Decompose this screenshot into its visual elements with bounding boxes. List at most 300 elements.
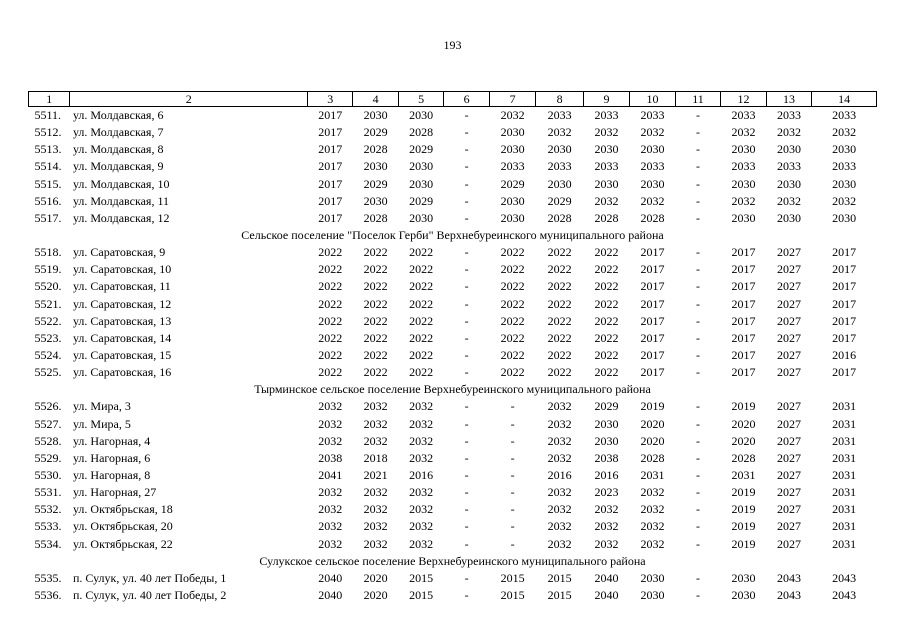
table-row — [29, 536, 877, 553]
section-heading-row — [29, 553, 877, 570]
value-cell: 2020 — [363, 588, 388, 602]
value-cell: 2032 — [409, 519, 434, 534]
value-cell: 2032 — [318, 502, 343, 517]
value-cell: - — [464, 176, 469, 191]
value-cell: - — [510, 399, 515, 414]
value-cell: 2032 — [363, 536, 388, 551]
value-cell: - — [510, 468, 515, 483]
table-row — [29, 433, 877, 450]
value-cell: 2028 — [640, 210, 665, 225]
column-header: 13 — [766, 92, 811, 107]
value-cell: 2032 — [640, 125, 665, 140]
value-cell: 2031 — [640, 468, 665, 483]
address-cell: ул. Нагорная, 8 — [72, 468, 151, 483]
value-cell: 2030 — [640, 142, 665, 157]
value-cell: - — [696, 245, 700, 260]
address-cell: ул. Нагорная, 4 — [72, 433, 151, 448]
value-cell: 2041 — [318, 468, 343, 483]
section-heading: Сулукское сельское поселение Верхнебуреинского муниципального района — [259, 553, 646, 568]
value-cell: 2028 — [594, 210, 619, 225]
value-cell: 2033 — [640, 159, 665, 174]
value-cell: 2032 — [318, 399, 343, 414]
value-cell: 2032 — [731, 125, 756, 140]
value-cell: 2022 — [318, 296, 343, 311]
value-cell: 2032 — [363, 485, 388, 500]
value-cell: - — [696, 125, 700, 140]
value-cell: 2015 — [547, 588, 572, 602]
value-cell: 2043 — [832, 588, 857, 602]
address-cell: ул. Саратовская, 11 — [72, 279, 171, 294]
value-cell: 2032 — [547, 399, 572, 414]
value-cell: 2027 — [776, 536, 801, 551]
value-cell: - — [464, 348, 469, 363]
value-cell: 2032 — [594, 125, 619, 140]
value-cell: 2022 — [318, 262, 343, 277]
value-cell: - — [696, 416, 700, 431]
table-row — [29, 587, 877, 604]
value-cell: 2030 — [500, 125, 525, 140]
value-cell: 2032 — [547, 519, 572, 534]
value-cell: - — [696, 108, 700, 123]
value-cell: - — [696, 279, 700, 294]
table-row — [29, 296, 877, 313]
value-cell: 2017 — [640, 296, 665, 311]
value-cell: - — [696, 468, 700, 483]
value-cell: 2022 — [318, 313, 343, 328]
value-cell: 2022 — [547, 348, 572, 363]
value-cell: 2030 — [776, 210, 801, 225]
value-cell: 2019 — [731, 399, 756, 414]
row-number: 5514. — [34, 159, 62, 174]
value-cell: 2030 — [409, 210, 434, 225]
address-cell: ул. Октябрьская, 18 — [72, 502, 173, 517]
address-cell: ул. Молдавская, 11 — [72, 193, 170, 208]
row-number: 5535. — [34, 570, 62, 585]
value-cell: 2017 — [640, 348, 665, 363]
value-cell: - — [696, 502, 700, 517]
table-row — [29, 364, 877, 381]
value-cell: 2022 — [500, 313, 525, 328]
column-header: 9 — [583, 92, 629, 107]
value-cell: 2033 — [832, 159, 857, 174]
row-number: 5536. — [34, 588, 62, 602]
value-cell: 2029 — [409, 142, 434, 157]
value-cell: 2030 — [363, 159, 388, 174]
value-cell: 2030 — [731, 142, 756, 157]
value-cell: 2028 — [547, 210, 572, 225]
value-cell: 2022 — [594, 262, 619, 277]
value-cell: 2032 — [547, 433, 572, 448]
value-cell: 2027 — [776, 399, 801, 414]
row-number: 5524. — [34, 348, 62, 363]
value-cell: 2043 — [776, 588, 801, 602]
value-cell: 2022 — [547, 296, 572, 311]
value-cell: - — [464, 210, 469, 225]
address-cell: ул. Молдавская, 7 — [72, 125, 164, 140]
value-cell: 2030 — [640, 176, 665, 191]
table-row — [29, 244, 877, 261]
value-cell: 2032 — [363, 502, 388, 517]
value-cell: 2029 — [363, 176, 388, 191]
value-cell: 2030 — [500, 210, 525, 225]
value-cell: 2020 — [731, 416, 756, 431]
value-cell: 2017 — [832, 279, 857, 294]
value-cell: 2022 — [594, 245, 619, 260]
value-cell: 2033 — [547, 159, 572, 174]
value-cell: 2032 — [363, 416, 388, 431]
value-cell: 2019 — [731, 502, 756, 517]
value-cell: 2022 — [409, 348, 434, 363]
value-cell: - — [464, 142, 469, 157]
value-cell: 2022 — [594, 313, 619, 328]
address-cell: ул. Молдавская, 6 — [72, 108, 164, 123]
value-cell: 2020 — [640, 433, 665, 448]
value-cell: 2022 — [409, 262, 434, 277]
section-heading: Тырминское сельское поселение Верхнебуреинского муниципального района — [254, 382, 651, 397]
value-cell: 2022 — [363, 313, 388, 328]
row-number: 5534. — [34, 536, 62, 551]
value-cell: 2030 — [363, 108, 388, 123]
value-cell: - — [464, 570, 469, 585]
value-cell: - — [464, 450, 469, 465]
value-cell: - — [510, 433, 515, 448]
value-cell: - — [510, 519, 515, 534]
column-header: 12 — [721, 92, 766, 107]
value-cell: 2017 — [640, 313, 665, 328]
section-heading-row — [29, 381, 877, 398]
value-cell: 2017 — [731, 365, 756, 380]
row-number: 5533. — [34, 519, 62, 534]
value-cell: 2018 — [363, 450, 388, 465]
value-cell: 2019 — [731, 519, 756, 534]
value-cell: 2030 — [832, 176, 857, 191]
value-cell: 2033 — [500, 159, 525, 174]
value-cell: 2021 — [363, 468, 388, 483]
table-row — [29, 347, 877, 364]
value-cell: 2030 — [363, 193, 388, 208]
value-cell: 2022 — [500, 330, 525, 345]
value-cell: 2030 — [776, 142, 801, 157]
value-cell: 2015 — [500, 588, 525, 602]
value-cell: 2031 — [832, 433, 857, 448]
table-row — [29, 176, 877, 193]
value-cell: 2029 — [547, 193, 572, 208]
value-cell: - — [696, 570, 700, 585]
value-cell: 2027 — [776, 365, 801, 380]
value-cell: 2022 — [409, 296, 434, 311]
value-cell: 2017 — [640, 245, 665, 260]
value-cell: 2032 — [547, 485, 572, 500]
value-cell: 2032 — [318, 485, 343, 500]
value-cell: 2032 — [409, 485, 434, 500]
address-cell: п. Сулук, ул. 40 лет Победы, 2 — [72, 588, 227, 602]
value-cell: 2029 — [594, 399, 619, 414]
table-row — [29, 570, 877, 587]
value-cell: - — [696, 536, 700, 551]
row-number: 5519. — [34, 262, 62, 277]
column-header: 11 — [675, 92, 720, 107]
address-cell: ул. Молдавская, 9 — [72, 159, 164, 174]
row-number: 5523. — [34, 330, 62, 345]
value-cell: - — [464, 588, 469, 602]
value-cell: 2022 — [363, 330, 388, 345]
value-cell: - — [696, 433, 700, 448]
value-cell: - — [696, 588, 700, 602]
column-header: 14 — [812, 92, 877, 107]
value-cell: 2030 — [640, 588, 665, 602]
value-cell: 2022 — [363, 245, 388, 260]
value-cell: 2032 — [318, 519, 343, 534]
value-cell: 2032 — [409, 433, 434, 448]
value-cell: 2017 — [640, 279, 665, 294]
value-cell: 2027 — [776, 245, 801, 260]
value-cell: - — [464, 125, 469, 140]
value-cell: 2017 — [832, 245, 857, 260]
value-cell: 2017 — [318, 193, 343, 208]
row-number: 5512. — [34, 125, 62, 140]
value-cell: 2027 — [776, 279, 801, 294]
value-cell: 2022 — [500, 365, 525, 380]
table-row — [29, 141, 877, 158]
value-cell: 2017 — [832, 365, 857, 380]
table-row — [29, 261, 877, 278]
value-cell: 2032 — [776, 193, 801, 208]
value-cell: 2027 — [776, 296, 801, 311]
section-heading: Сельское поселение "Поселок Герби" Верхнебуреинского муниципального района — [241, 228, 664, 243]
value-cell: 2017 — [731, 330, 756, 345]
value-cell: 2022 — [547, 313, 572, 328]
address-cell: ул. Октябрьская, 22 — [72, 536, 173, 551]
value-cell: 2022 — [594, 279, 619, 294]
value-cell: - — [464, 313, 469, 328]
value-cell: 2040 — [318, 570, 343, 585]
column-header: 6 — [444, 92, 489, 107]
table-row — [29, 210, 877, 227]
value-cell: 2022 — [594, 365, 619, 380]
value-cell: 2033 — [731, 108, 756, 123]
column-header: 8 — [536, 92, 584, 107]
row-number: 5522. — [34, 313, 62, 328]
value-cell: 2017 — [318, 108, 343, 123]
value-cell: 2022 — [318, 365, 343, 380]
value-cell: 2032 — [409, 450, 434, 465]
column-header: 10 — [630, 92, 675, 107]
value-cell: 2019 — [640, 399, 665, 414]
value-cell: - — [696, 296, 700, 311]
value-cell: 2032 — [318, 433, 343, 448]
table-row — [29, 193, 877, 210]
column-header: 3 — [307, 92, 352, 107]
value-cell: - — [464, 468, 469, 483]
value-cell: 2032 — [594, 536, 619, 551]
address-cell: ул. Саратовская, 9 — [72, 245, 166, 260]
value-cell: - — [696, 399, 700, 414]
row-number: 5520. — [34, 279, 62, 294]
address-cell: ул. Нагорная, 6 — [72, 450, 151, 465]
value-cell: 2031 — [832, 399, 857, 414]
value-cell: - — [464, 193, 469, 208]
value-cell: 2030 — [731, 570, 756, 585]
value-cell: - — [696, 330, 700, 345]
value-cell: - — [696, 348, 700, 363]
value-cell: 2032 — [640, 536, 665, 551]
row-number: 5516. — [34, 193, 62, 208]
value-cell: - — [464, 502, 469, 517]
value-cell: 2022 — [363, 348, 388, 363]
value-cell: - — [696, 142, 700, 157]
value-cell: - — [696, 193, 700, 208]
value-cell: 2030 — [547, 176, 572, 191]
row-number: 5513. — [34, 142, 62, 157]
value-cell: 2032 — [832, 193, 857, 208]
value-cell: 2016 — [547, 468, 572, 483]
value-cell: 2032 — [594, 502, 619, 517]
column-header: 4 — [353, 92, 398, 107]
address-cell: ул. Нагорная, 27 — [72, 485, 157, 500]
value-cell: 2032 — [547, 125, 572, 140]
value-cell: 2022 — [547, 262, 572, 277]
row-number: 5517. — [34, 210, 62, 225]
value-cell: - — [696, 159, 700, 174]
value-cell: 2027 — [776, 468, 801, 483]
value-cell: 2030 — [731, 210, 756, 225]
address-cell: ул. Саратовская, 16 — [72, 365, 172, 380]
value-cell: 2030 — [731, 588, 756, 602]
value-cell: 2028 — [640, 450, 665, 465]
value-cell: 2029 — [363, 125, 388, 140]
value-cell: 2027 — [776, 262, 801, 277]
value-cell: 2040 — [594, 570, 619, 585]
value-cell: 2033 — [776, 159, 801, 174]
value-cell: 2030 — [409, 176, 434, 191]
value-cell: 2022 — [594, 330, 619, 345]
value-cell: 2022 — [500, 348, 525, 363]
value-cell: 2017 — [318, 142, 343, 157]
value-cell: 2031 — [832, 450, 857, 465]
table-row — [29, 124, 877, 141]
value-cell: 2040 — [318, 588, 343, 602]
value-cell: - — [464, 399, 469, 414]
value-cell: 2030 — [409, 108, 434, 123]
value-cell: 2017 — [640, 330, 665, 345]
row-number: 5525. — [34, 365, 62, 380]
table-row — [29, 450, 877, 467]
value-cell: 2027 — [776, 519, 801, 534]
value-cell: - — [510, 416, 515, 431]
value-cell: 2022 — [409, 279, 434, 294]
address-cell: ул. Молдавская, 10 — [72, 176, 170, 191]
value-cell: 2029 — [500, 176, 525, 191]
value-cell: 2022 — [500, 245, 525, 260]
value-cell: 2032 — [363, 399, 388, 414]
address-cell: ул. Саратовская, 14 — [72, 330, 172, 345]
page-number: 193 — [443, 38, 462, 52]
value-cell: 2015 — [409, 588, 434, 602]
address-cell: ул. Молдавская, 12 — [72, 210, 170, 225]
column-header: 2 — [70, 92, 308, 107]
row-number: 5511. — [34, 108, 62, 123]
address-cell: ул. Молдавская, 8 — [72, 142, 164, 157]
value-cell: 2032 — [547, 416, 572, 431]
value-cell: 2030 — [594, 176, 619, 191]
value-cell: 2022 — [409, 245, 434, 260]
value-cell: 2022 — [363, 365, 388, 380]
table-row — [29, 330, 877, 347]
value-cell: - — [464, 108, 469, 123]
value-cell: 2027 — [776, 330, 801, 345]
value-cell: 2031 — [832, 536, 857, 551]
value-cell: - — [696, 519, 700, 534]
value-cell: 2032 — [500, 108, 525, 123]
value-cell: 2032 — [776, 125, 801, 140]
value-cell: 2017 — [731, 262, 756, 277]
value-cell: 2016 — [409, 468, 434, 483]
value-cell: 2017 — [832, 262, 857, 277]
value-cell: - — [510, 485, 515, 500]
value-cell: 2027 — [776, 450, 801, 465]
value-cell: - — [464, 433, 469, 448]
table-row — [29, 484, 877, 501]
value-cell: 2015 — [409, 570, 434, 585]
value-cell: 2031 — [832, 485, 857, 500]
value-cell: - — [696, 210, 700, 225]
value-cell: 2030 — [547, 142, 572, 157]
value-cell: 2017 — [640, 365, 665, 380]
value-cell: - — [510, 502, 515, 517]
value-cell: 2017 — [731, 348, 756, 363]
value-cell: 2032 — [547, 502, 572, 517]
column-header: 7 — [489, 92, 535, 107]
value-cell: 2033 — [640, 108, 665, 123]
value-cell: 2032 — [409, 399, 434, 414]
value-cell: 2020 — [640, 416, 665, 431]
value-cell: 2030 — [594, 433, 619, 448]
value-cell: - — [464, 262, 469, 277]
value-cell: - — [696, 450, 700, 465]
value-cell: 2033 — [832, 108, 857, 123]
value-cell: 2032 — [547, 450, 572, 465]
row-number: 5531. — [34, 485, 62, 500]
value-cell: 2030 — [500, 193, 525, 208]
value-cell: - — [464, 330, 469, 345]
address-cell: ул. Саратовская, 12 — [72, 296, 172, 311]
value-cell: 2022 — [500, 296, 525, 311]
value-cell: - — [696, 313, 700, 328]
value-cell: - — [696, 262, 700, 277]
value-cell: 2016 — [832, 348, 857, 363]
value-cell: 2017 — [318, 125, 343, 140]
value-cell: 2022 — [409, 330, 434, 345]
value-cell: 2032 — [409, 536, 434, 551]
value-cell: 2022 — [363, 279, 388, 294]
value-cell: 2031 — [832, 519, 857, 534]
address-cell: ул. Октябрьская, 20 — [72, 519, 173, 534]
table-row — [29, 313, 877, 330]
value-cell: 2029 — [409, 193, 434, 208]
value-cell: 2017 — [318, 159, 343, 174]
row-number: 5515. — [34, 176, 62, 191]
value-cell: 2019 — [731, 485, 756, 500]
value-cell: - — [510, 450, 515, 465]
value-cell: 2022 — [318, 330, 343, 345]
value-cell: 2027 — [776, 502, 801, 517]
value-cell: 2017 — [832, 313, 857, 328]
value-cell: 2043 — [832, 570, 857, 585]
value-cell: 2017 — [832, 330, 857, 345]
value-cell: 2038 — [318, 450, 343, 465]
value-cell: 2030 — [832, 142, 857, 157]
value-cell: 2043 — [776, 570, 801, 585]
